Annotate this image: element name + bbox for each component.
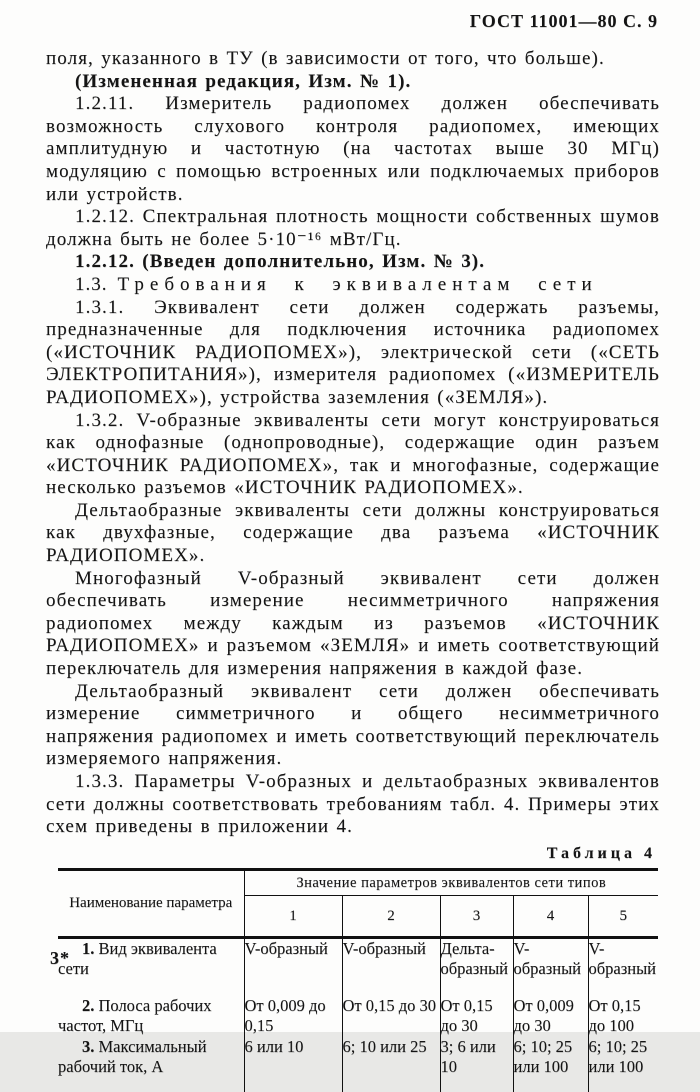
paragraph-revision-note: (Измененная редакция, Изм. № 1). <box>75 70 412 92</box>
paragraph-1-2-11: 1.2.11. Измеритель радиопомех должен обеспечивать возможность слухового контроля радиопомех, имеющих амплитудную и частотную (на частотах выше 30 МГц) модуляцию с помощью встроенных или подключаемых приборов или устройств. <box>46 93 660 205</box>
table-row <box>58 1037 658 1092</box>
paragraph-delta-measure: Дельтаобразный эквивалент сети должен обеспечивать измерение симметричного и общего несимметричного напряжения радиопомех и иметь соответствующий переключатель измеряемого напряжения. <box>46 680 660 770</box>
row-number: 3. <box>82 1036 95 1056</box>
column-header-type-1: 1 <box>244 895 342 937</box>
section-heading-1-3 <box>46 274 660 297</box>
column-header-type-4: 4 <box>513 895 588 937</box>
body-text <box>46 48 660 839</box>
table-cell: От 0,009 до 30 <box>513 996 588 1037</box>
paragraph-multiphase: Многофазный V-образный эквивалент сети должен обеспечивать измерение несимметричного напряжения радиопомех между каждым из разъемов «ИСТОЧНИК РАДИОПОМЕХ» и разъемом «ЗЕМЛЯ» и иметь соответствующий переключатель для измерения напряжения в каждой фазе. <box>46 567 660 680</box>
paragraph-delta: Дельтаобразные эквиваленты сети должны конструироваться как двухфазные, содержащие два разъема «ИСТОЧНИК РАДИОПОМЕХ». <box>46 499 660 567</box>
table-cell: 6; 10; 25 или 100 <box>588 1037 658 1092</box>
table-label: Таблица 4 <box>546 844 656 862</box>
row-name: Вид эквивалента сети <box>58 938 217 979</box>
row-name: Максимальный рабочий ток, А <box>58 1036 207 1077</box>
table-cell: V-образный <box>513 937 588 996</box>
row-name: Полоса рабочих частот, МГц <box>58 995 212 1036</box>
paragraph-1-3-1: 1.3.1. Эквивалент сети должен содержать разъемы, предназначенные для подключения источника радиопомех («ИСТОЧНИК РАДИОПОМЕХ»), электрической сети («СЕТЬ ЭЛЕКТРОПИТАНИЯ»), измерителя радиопомех («ИЗМЕРИТЕЛЬ РАДИОПОМЕХ»), устройства заземления («ЗЕМЛЯ»). <box>46 296 660 408</box>
parameters-table <box>58 868 658 1092</box>
paragraph: поля, указанного в ТУ (в зависимости от того, что больше). <box>46 48 605 69</box>
table-row <box>58 996 658 1037</box>
table-cell: 6 или 10 <box>244 1036 304 1056</box>
table-cell: От 0,009 до 0,15 <box>244 995 326 1036</box>
row-name-cell <box>58 996 244 1037</box>
table-cell: От 0,15 до 100 <box>588 996 658 1037</box>
paragraph-1-2-12: 1.2.12. Спектральная плотность мощности собственных шумов должна быть не более 5·10⁻¹⁶ мВт/Гц. <box>46 206 660 250</box>
row-name-cell <box>58 1037 244 1092</box>
column-header-parameter-name: Наименование параметра <box>58 869 244 937</box>
table-cell: 6; 10 или 25 <box>342 1037 440 1092</box>
table-cell: V-образный <box>244 938 328 958</box>
table-cell: V-образный <box>588 937 658 996</box>
column-header-type-3: 3 <box>440 895 513 937</box>
table-cell: V-образный <box>342 937 440 996</box>
table-cell: 3; 6 или 10 <box>440 1037 513 1092</box>
row-name-cell <box>58 937 244 996</box>
paragraph-1-3-3: 1.3.3. Параметры V-образных и дельтаобразных эквивалентов сети должны соответствовать требованиям табл. 4. Примеры этих схем приведены в приложении 4. <box>46 771 660 838</box>
section-number: 1.3. <box>75 273 108 295</box>
table-cell: От 0,15 до 30 <box>440 996 513 1037</box>
column-header-type-5: 5 <box>588 895 658 937</box>
section-title: Требования к эквивалентам сети <box>117 273 598 295</box>
row-number: 2. <box>82 995 95 1015</box>
row-number: 1. <box>82 938 95 958</box>
table-row <box>58 937 658 996</box>
page-signature-mark: 3* <box>50 948 70 968</box>
document-header: ГОСТ 11001—80 С. 9 <box>469 11 658 31</box>
table-cell: Дельта-образный <box>440 937 513 996</box>
paragraph-1-3-2: 1.3.2. V-образные эквиваленты сети могут конструироваться как однофазные (однопроводные), содержащие один разъем «ИСТОЧНИК РАДИОПОМЕХ», так и многофазные, содержащие несколько разъемов «ИСТОЧНИК РАДИОПОМЕХ». <box>46 409 660 499</box>
paragraph-1-2-12-note: 1.2.12. (Введен дополнительно, Изм. № 3). <box>75 251 486 273</box>
column-header-type-2: 2 <box>342 895 440 937</box>
table-cell: От 0,15 до 30 <box>342 996 440 1037</box>
table-cell: 6; 10; 25 или 100 <box>513 1037 588 1092</box>
column-header-span: Значение параметров эквивалентов сети типов <box>244 869 658 895</box>
